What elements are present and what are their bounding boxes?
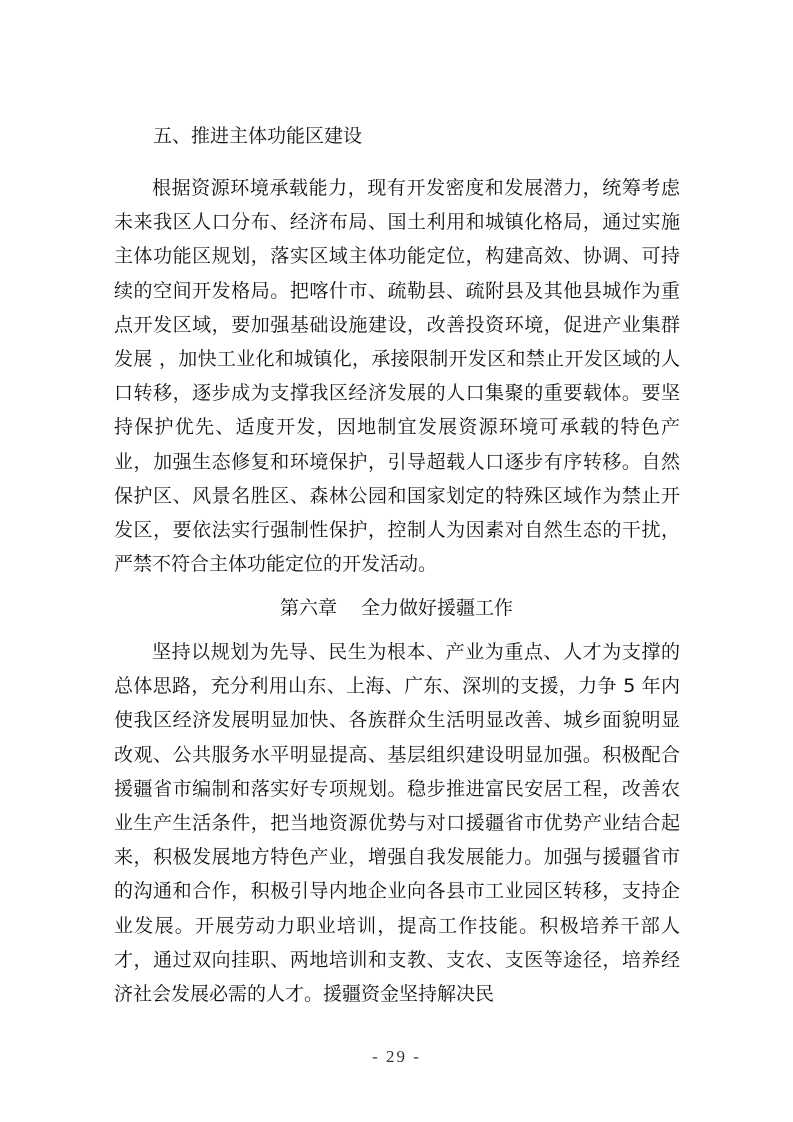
chapter-number: 第六章 <box>279 597 337 619</box>
paragraph-main-function-zones: 根据资源环境承载能力，现有开发密度和发展潜力，统筹考虑未来我区人口分布、经济布局、国土利用和城镇化格局，通过实施主体功能区规划，落实区域主体功能定位，构建高效、协调、可持续的空间开发格局。把喀什市、疏勒县、疏附县及其他县城作为重点开发区域，要加强基础设施建设，改善投资环境，促进产业集群发展 ，加快工业化和城镇化，承接限制开发区和禁止开发区域的人口转移，逐步成为支撑我区经济发展的人口集聚的重要载体。要坚持保护优先、适度开发，因地制宜发展资源环境可承载的特色产业，加强生态修复和环境保护，引导超载人口逐步有序转移。自然保护区、风景名胜区、森林公园和国家划定的特殊区域作为禁止开发区，要依法实行强制性保护，控制人为因素对自然生态的干扰，严禁不符合主体功能定位的开发活动。 <box>114 177 680 576</box>
paragraph-aid-xinjiang: 坚持以规划为先导、民生为根本、产业为重点、人才为支撑的总体思路，充分利用山东、上海、广东、深圳的支援，力争 5 年内使我区经济发展明显加快、各族群众生活明显改善、城乡面貌明显改观、公共服务水平明显提高、基层组织建设明显加强。积极配合援疆省市编制和落实好专项规划。稳步推进富民安居工程，改善农业生产生活条件，把当地资源优势与对口援疆省市优势产业结合起来，积极发展地方特色产业，增强自我发展能力。加强与援疆省市的沟通和合作，积极引导内地企业向各县市工业园区转移，支持企业发展。开展劳动力职业培训，提高工作技能。积极培养干部人才，通过双向挂职、两地培训和支教、支农、支医等途径，培养经济社会发展必需的人才。援疆资金坚持解决民 <box>114 641 680 1006</box>
chapter-title: 全力做好援疆工作 <box>361 597 514 619</box>
chapter-heading <box>0 594 793 622</box>
section-heading: 五、推进主体功能区建设 <box>153 125 363 147</box>
page-number: - 29 - <box>372 1047 421 1066</box>
